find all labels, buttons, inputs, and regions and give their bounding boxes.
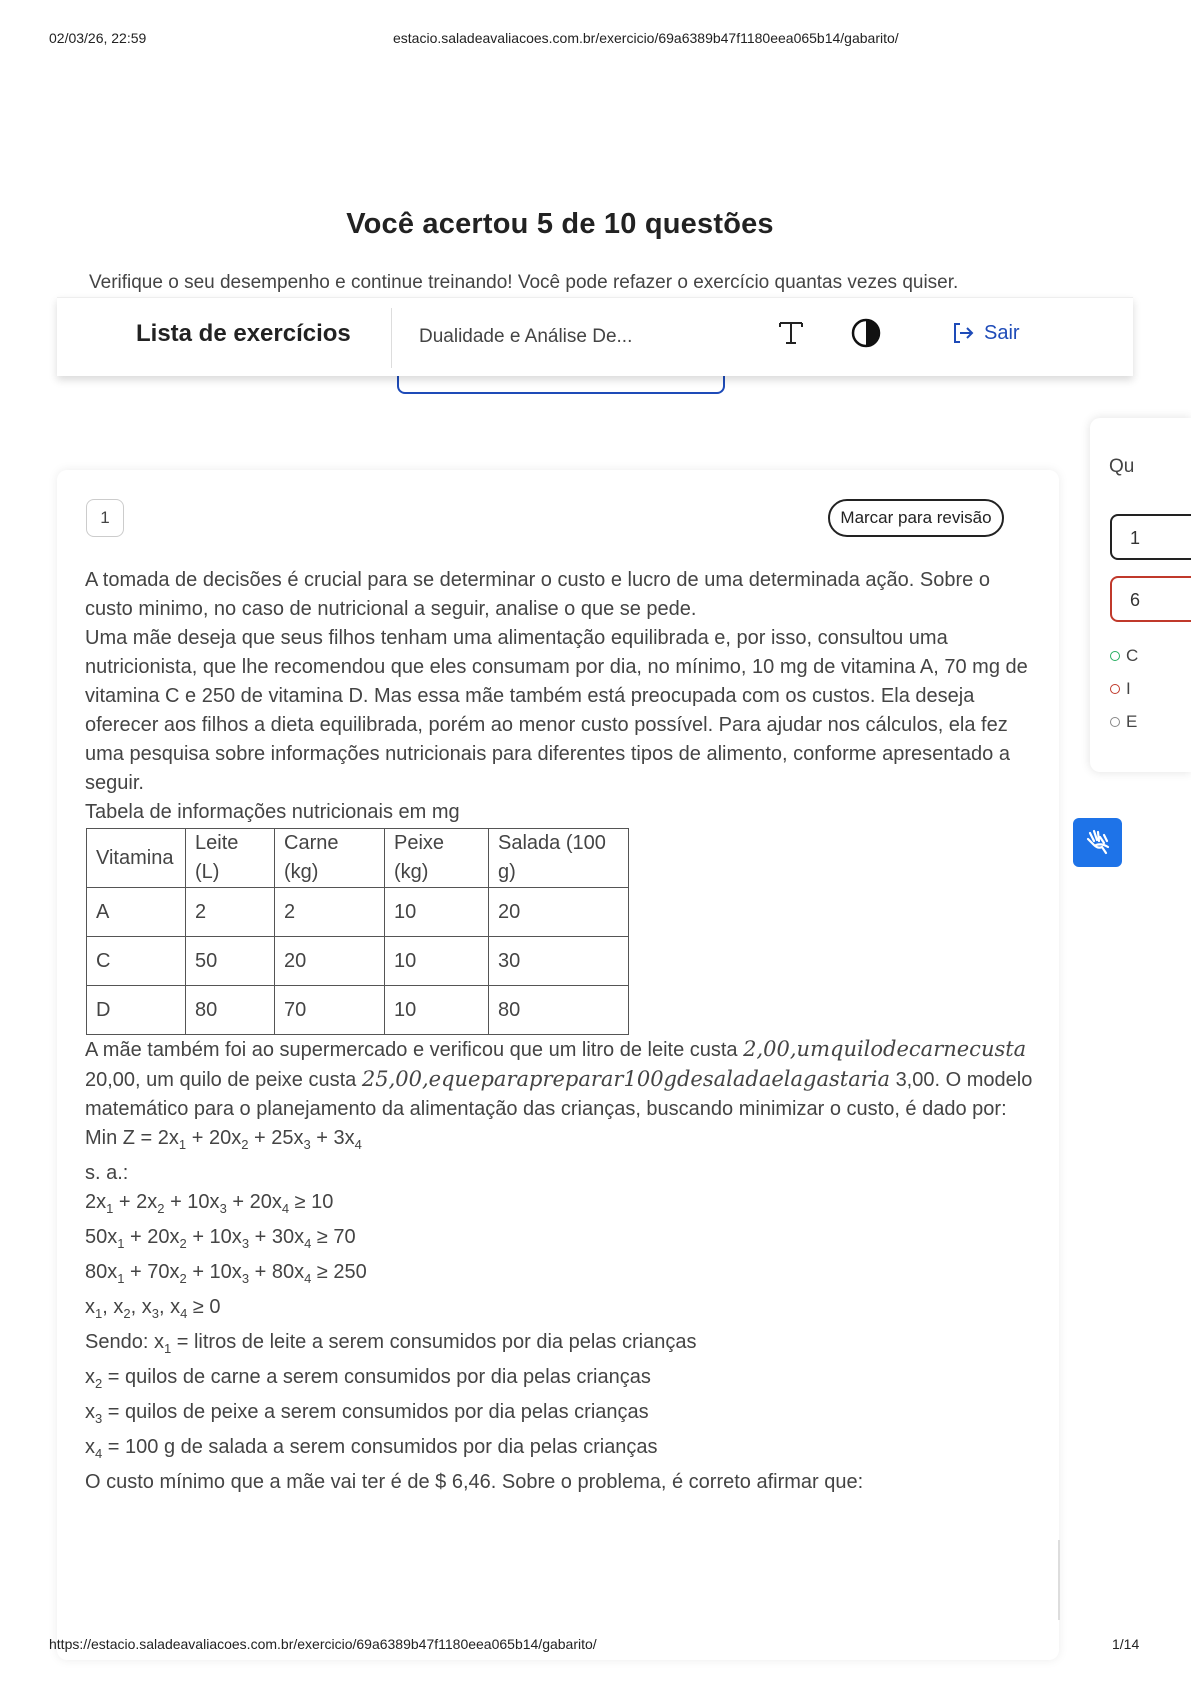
mark-review-button[interactable]: Marcar para revisão — [828, 499, 1004, 537]
table-header: Salada (100 g) — [489, 829, 629, 888]
question-nav-panel — [1090, 418, 1191, 772]
table-row — [87, 986, 629, 1035]
price-math-1: 2,00,umquilodecarnecusta — [743, 1037, 1027, 1061]
question-intro-1: A tomada de decisões é crucial para se determinar o custo e lucro de uma determinada ação. Sobre o custo minimo, no caso de nutricional a seguir, analise o que se pede. — [85, 569, 990, 620]
table-cell: 30 — [489, 937, 629, 986]
print-url: estacio.saladeavaliacoes.com.br/exercicio/69a6389b47f1180eea065b14/gabarito/ — [393, 30, 899, 46]
table-cell: 20 — [275, 937, 385, 986]
table-caption: Tabela de informações nutricionais em mg — [85, 801, 460, 823]
sign-language-button[interactable] — [1073, 818, 1122, 867]
table-row — [87, 937, 629, 986]
list-title[interactable]: Lista de exercícios — [136, 320, 351, 347]
legend-dot-icon — [1110, 684, 1120, 694]
logout-label: Sair — [984, 321, 1020, 344]
nav-box-incorrect[interactable]: 6 — [1110, 576, 1191, 622]
table-cell: A — [87, 888, 186, 937]
text-size-icon[interactable] — [773, 314, 809, 350]
legend-item: I — [1110, 679, 1131, 699]
price-text-2: 20,00, um quilo de peixe custa — [85, 1069, 357, 1091]
question-card — [57, 470, 1059, 1660]
legend-dot-icon — [1110, 651, 1120, 661]
question-intro-2: Uma mãe deseja que seus filhos tenham uma alimentação equilibrada e, por isso, consultou uma nutricionista, que lhe recomendou que eles consumam por dia, no mínimo, 10 mg de vitamina A, 70 mg de vitamina C e 250 de vitamina D. Mas essa mãe também está preocupada com os custos. Ela deseja oferecer aos filhos a dieta equilibrada, porém ao menor custo possível. Para ajudar nos cálculos, ela fez uma pesquisa sobre informações nutricionais para diferentes tipos de alimento, conforme apresentado a seguir. — [85, 627, 1028, 794]
nutrition-table — [86, 828, 629, 1035]
objective-function: Min $Z = 2x_1 + 20x_2 + 25x_3 + 3x_4$ — [85, 1127, 362, 1152]
table-cell: 80 — [186, 986, 275, 1035]
question-closing: O custo mínimo que a mãe vai ter é de $ 6,46. Sobre o problema, é correto afirmar que: — [85, 1471, 864, 1493]
constraint-1: $2x_1 + 2x_2 + 10x_3 + 20x_4 \ge 10$ — [85, 1191, 334, 1216]
footer-url: https://estacio.saladeavaliacoes.com.br/exercicio/69a6389b47f1180eea065b14/gabarito/ — [49, 1636, 597, 1652]
divider — [391, 308, 392, 368]
non-negativity: $x_1$, $x_2$, $x_3$, $x_4 \ge 0$ — [85, 1296, 221, 1321]
exercise-topbar — [57, 297, 1133, 376]
table-cell: 2 — [275, 888, 385, 937]
table-cell: 20 — [489, 888, 629, 937]
result-title: Você acertou 5 de 10 questões — [346, 208, 774, 240]
price-text-3: 3,00. O modelo matemático para o planejamento da alimentação das crianças, buscando minimizar o custo, é dado por: — [85, 1069, 1033, 1120]
price-text-1: A mãe também foi ao supermercado e verificou que um litro de leite custa — [85, 1039, 738, 1061]
contrast-icon[interactable] — [850, 317, 882, 349]
table-cell: 50 — [186, 937, 275, 986]
table-cell: 10 — [385, 937, 489, 986]
logout-icon — [950, 320, 976, 346]
table-cell: 10 — [385, 888, 489, 937]
var-def-4: $x_4 = 100$ g de salada a serem consumidos por dia pelas crianças — [85, 1436, 658, 1461]
print-datetime: 02/03/26, 22:59 — [49, 30, 147, 46]
footer-page: 1/14 — [1112, 1636, 1140, 1652]
var-def-1: Sendo: $x_1$ = litros de leite a serem consumidos por dia pelas crianças — [85, 1331, 697, 1356]
question-text — [85, 566, 1035, 1497]
table-cell: 2 — [186, 888, 275, 937]
nav-box-correct[interactable]: 1 — [1110, 514, 1191, 560]
panel-title: Qu — [1109, 456, 1135, 477]
price-paragraph — [85, 1035, 1035, 1124]
table-cell: C — [87, 937, 186, 986]
table-row — [87, 888, 629, 937]
result-subtitle: Verifique o seu desempenho e continue treinando! Você pode refazer o exercício quantas vezes quiser. — [89, 272, 959, 293]
question-number: 1 — [86, 499, 124, 537]
table-cell: 70 — [275, 986, 385, 1035]
exercise-name[interactable]: Dualidade e Análise De... — [419, 326, 633, 347]
table-cell: 10 — [385, 986, 489, 1035]
constraint-2: $50x_1 + 20x_2 + 10x_3 + 30x_4 \ge 70$ — [85, 1226, 356, 1251]
table-cell: 80 — [489, 986, 629, 1035]
constraint-3: $80x_1 + 70x_2 + 10x_3 + 80x_4 \ge 250$ — [85, 1261, 367, 1286]
table-header-row — [87, 829, 629, 888]
sign-language-icon — [1082, 827, 1114, 859]
subject-to: s. a.: — [85, 1162, 129, 1184]
var-def-3: $x_3$ = quilos de peixe a serem consumidos por dia pelas crianças — [85, 1401, 649, 1426]
table-header: Vitamina — [87, 829, 186, 888]
legend-item: E — [1110, 712, 1137, 732]
table-header: Carne (kg) — [275, 829, 385, 888]
logout-button[interactable] — [950, 320, 1020, 346]
price-math-2: 25,00,equeparapreparar100gdesaladaelagastaria — [361, 1067, 890, 1091]
table-header: Peixe (kg) — [385, 829, 489, 888]
table-header: Leite (L) — [186, 829, 275, 888]
var-def-2: $x_2$ = quilos de carne a serem consumidos por dia pelas crianças — [85, 1366, 651, 1391]
scroll-divider — [1058, 1540, 1060, 1620]
legend-item: C — [1110, 646, 1138, 666]
table-cell: D — [87, 986, 186, 1035]
legend-dot-icon — [1110, 717, 1120, 727]
